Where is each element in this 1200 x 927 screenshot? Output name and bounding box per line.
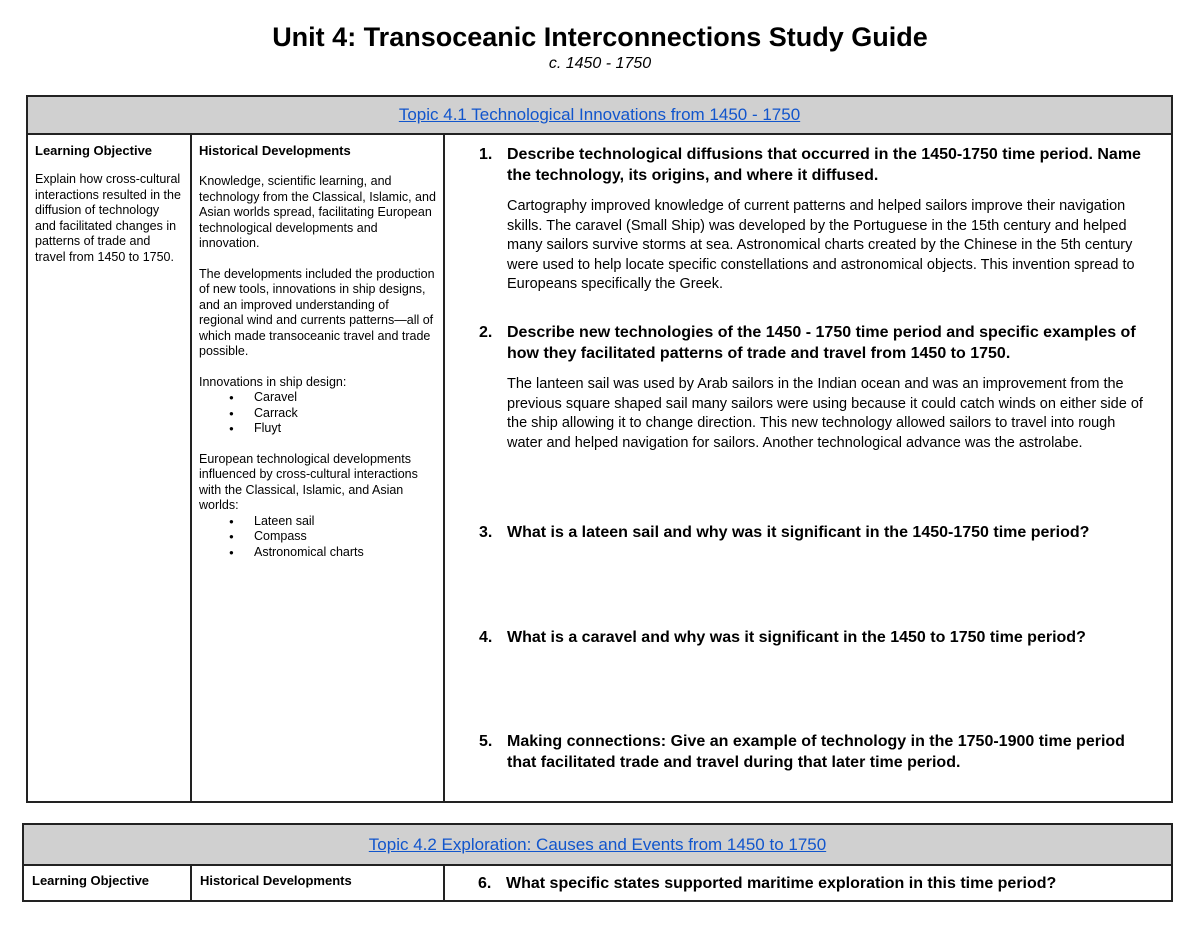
question-number: 4. bbox=[479, 629, 493, 646]
learning-objective-label: Learning Objective bbox=[35, 143, 153, 158]
question-item bbox=[479, 732, 1151, 773]
answer-text[interactable]: The lanteen sail was used by Arab sailors in the Indian ocean and was an improvement from the previous square shaped sail many sailors were using because it could catch winds on either side of the ship allowing it to change direction. This new technology allowed sailors to travel into rough water and helped navigation for sailors. Another technological advance was the astrolabe. bbox=[507, 376, 1143, 451]
list-item: ● Caravel bbox=[229, 390, 436, 406]
learning-objective-label: Learning Objective bbox=[32, 873, 150, 888]
learning-objective-cell bbox=[24, 866, 192, 900]
historical-developments-cell bbox=[192, 135, 445, 801]
learning-objective-text: Explain how cross-cultural interactions resulted in the diffusion of technology and facilitated changes in patterns of trade and travel from 1450 to 1750. bbox=[35, 172, 181, 264]
document-title: Unit 4: Transoceanic Interconnections Study Guide bbox=[272, 22, 928, 52]
historical-developments-label: Historical Developments bbox=[199, 143, 351, 158]
question-number: 3. bbox=[479, 524, 493, 541]
european-developments-list bbox=[199, 514, 436, 561]
topic-row bbox=[24, 866, 1171, 900]
question-text: What is a lateen sail and why was it significant in the 1450-1750 time period? bbox=[507, 524, 1090, 541]
questions-cell bbox=[445, 866, 1171, 900]
question-number: 6. bbox=[478, 875, 492, 892]
list-item: ● Compass bbox=[229, 529, 436, 545]
historical-developments-label: Historical Developments bbox=[200, 873, 352, 888]
topic-4-2-link[interactable]: Topic 4.2 Exploration: Causes and Events from 1450 to 1750 bbox=[368, 835, 827, 854]
hd-paragraph: Knowledge, scientific learning, and technology from the Classical, Islamic, and Asian worlds spread, facilitating European technological developments and innovation. bbox=[199, 174, 436, 250]
answer-text[interactable]: Cartography improved knowledge of current patterns and helped sailors improve their navigation skills. The caravel (Small Ship) was developed by the Portuguese in the 15th century and helped many sailors survive storms at sea. Astronomical charts created by the Chinese in the 5th century were used to help locate specific constellations and astronomical objects. This invention spread to Europeans specifically the Greek. bbox=[507, 198, 1135, 292]
question-text: Describe new technologies of the 1450 - 1750 time period and specific examples of how they facilitated patterns of trade and travel from 1450 to 1750. bbox=[507, 324, 1136, 362]
list-item: ● Lateen sail bbox=[229, 514, 436, 530]
historical-developments-cell bbox=[192, 866, 445, 900]
question-item bbox=[478, 874, 1151, 895]
topic-header bbox=[24, 825, 1171, 866]
question-item bbox=[479, 523, 1151, 544]
document-subtitle: c. 1450 - 1750 bbox=[548, 55, 652, 72]
topic-row bbox=[28, 135, 1171, 801]
question-number: 5. bbox=[479, 733, 493, 750]
list-item: ● Carrack bbox=[229, 406, 436, 422]
question-item bbox=[479, 628, 1151, 649]
topic-table-4-2 bbox=[22, 823, 1173, 902]
hd-ship-design-heading: Innovations in ship design: bbox=[199, 374, 347, 389]
question-text: What specific states supported maritime exploration in this time period? bbox=[506, 875, 1057, 892]
hd-paragraph: The developments included the production of new tools, innovations in ship designs, and an improved understanding of regional wind and currents patterns—all of which made transoceanic travel and trade possible. bbox=[199, 266, 435, 358]
question-text: Describe technological diffusions that occurred in the 1450-1750 time period. Name the technology, its origins, and where it diffused. bbox=[507, 146, 1141, 184]
question-item bbox=[479, 323, 1151, 453]
question-item bbox=[479, 145, 1151, 295]
question-text: What is a caravel and why was it significant in the 1450 to 1750 time period? bbox=[507, 629, 1086, 646]
list-item: ● Fluyt bbox=[229, 421, 436, 437]
questions-cell bbox=[445, 135, 1171, 801]
question-number: 1. bbox=[479, 146, 493, 163]
topic-4-1-link[interactable]: Topic 4.1 Technological Innovations from 1450 - 1750 bbox=[398, 105, 801, 124]
topic-table-4-1 bbox=[26, 95, 1173, 803]
question-text: Making connections: Give an example of technology in the 1750-1900 time period that facilitated trade and travel during that later time period. bbox=[507, 733, 1125, 771]
learning-objective-cell bbox=[28, 135, 192, 801]
topic-header bbox=[28, 97, 1171, 135]
question-number: 2. bbox=[479, 324, 493, 341]
list-item: ● Astronomical charts bbox=[229, 545, 436, 561]
ship-design-list bbox=[199, 390, 436, 437]
hd-european-heading: European technological developments influenced by cross-cultural interactions with the Classical, Islamic, and Asian worlds: bbox=[199, 451, 418, 512]
